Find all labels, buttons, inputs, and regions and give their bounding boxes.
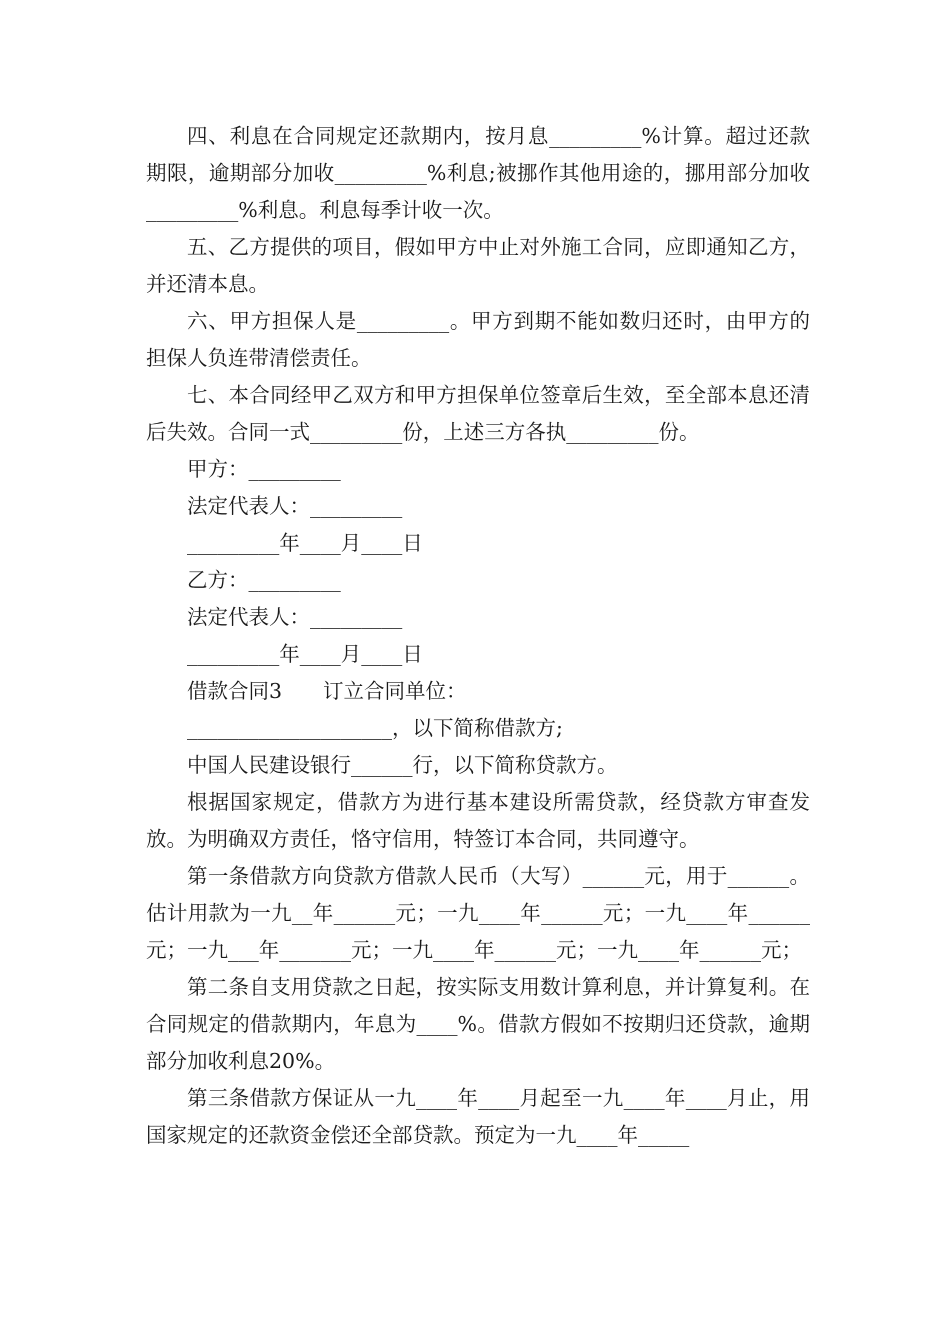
party-b-date-line: _________年____月____日	[187, 642, 423, 666]
clause-4-interest: 四、利息在合同规定还款期内，按月息_________%计算。超过还款期限，逾期部分加收_________%利息;被挪作其他用途的，挪用部分加收_________%利息。利息每季计收一次。	[146, 124, 810, 222]
article-1-paragraph: 第一条借款方向贷款方借款人民币（大写）______元，用于______。估计用款为一九__年______元；一九____年______元；一九____年______元；一九___年_______元；一九____年______元；一九____年______元；	[146, 864, 810, 962]
document-page	[146, 118, 810, 1154]
party-b-representative-line: 法定代表人：_________	[187, 605, 403, 629]
borrower-line: ____________________，以下简称借款方;	[187, 716, 563, 740]
clause-7-effect: 七、本合同经甲乙双方和甲方担保单位签章后生效，至全部本息还清后失效。合同一式_________份，上述三方各执_________份。	[146, 383, 810, 444]
article-3-paragraph: 第三条借款方保证从一九____年____月起至一九____年____月止，用国家规定的还款资金偿还全部贷款。预定为一九____年_____	[146, 1086, 810, 1147]
clause-5-project: 五、乙方提供的项目，假如甲方中止对外施工合同，应即通知乙方，并还清本息。	[146, 235, 810, 296]
party-b-line: 乙方：_________	[187, 568, 341, 592]
party-a-date-line: _________年____月____日	[187, 531, 423, 555]
article-2-paragraph: 第二条自支用贷款之日起，按实际支用数计算利息，并计算复利。在合同规定的借款期内，年息为____%。借款方假如不按期归还贷款，逾期部分加收利息20%。	[146, 975, 810, 1073]
party-a-line: 甲方：_________	[187, 457, 341, 481]
clause-6-guarantor: 六、甲方担保人是_________。甲方到期不能如数归还时，由甲方的担保人负连带清偿责任。	[146, 309, 810, 370]
party-a-representative-line: 法定代表人：_________	[187, 494, 403, 518]
lender-line: 中国人民建设银行______行，以下简称贷款方。	[187, 753, 618, 777]
preamble-paragraph: 根据国家规定，借款方为进行基本建设所需贷款，经贷款方审查发放。为明确双方责任，恪守信用，特签订本合同，共同遵守。	[146, 790, 810, 851]
contract-3-heading: 借款合同3 订立合同单位：	[187, 679, 467, 703]
